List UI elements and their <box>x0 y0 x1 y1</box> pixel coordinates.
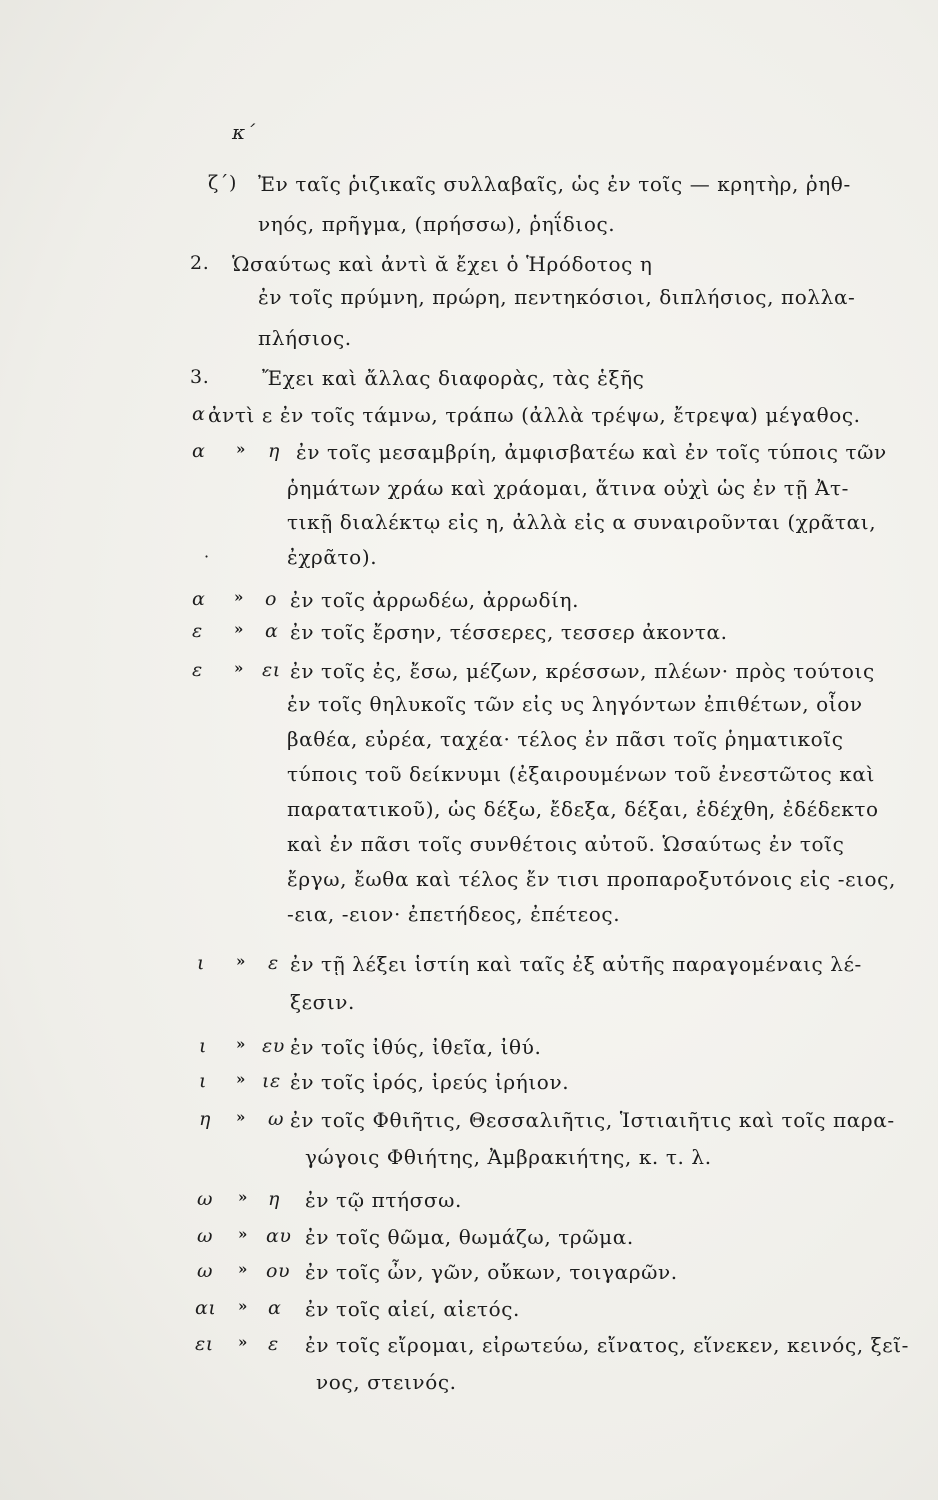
line-marker: α <box>192 588 206 610</box>
line-arrow: » <box>234 659 244 677</box>
line-text: τικῇ διαλέκτῳ εἰς η, ἀλλὰ εἰς α συναιροῦνται (χρᾶται, <box>287 510 877 534</box>
line-text: ἐν τῇ λέξει ἱστίη καὶ ταῖς ἐξ αὐτῆς παραγομέναις λέ- <box>290 952 862 976</box>
line-text: ἐν τοῖς θηλυκοῖς τῶν εἰς υς ληγόντων ἐπιθέτων, οἷον <box>287 692 863 716</box>
text-line <box>0 952 938 992</box>
line-marker: αι <box>195 1297 217 1319</box>
line-marker: ι <box>197 952 206 974</box>
text-line <box>0 990 938 1030</box>
line-text: ξεσιν. <box>290 990 355 1014</box>
text-line <box>0 1188 938 1228</box>
text-line <box>0 832 938 872</box>
line-text: ἐν τοῖς μεσαμβρίη, ἀμφισβατέω καὶ ἐν τοῖς τύποις τῶν <box>296 440 887 464</box>
text-line <box>0 366 938 406</box>
line-arrow: » <box>238 1297 248 1315</box>
text-line <box>0 510 938 550</box>
line-replacement: ει <box>262 659 281 681</box>
line-text: Ὡσαύτως καὶ ἀντὶ ᾰ ἔχει ὁ Ἡρόδοτος η <box>232 252 653 276</box>
line-arrow: » <box>234 620 244 638</box>
line-replacement: α <box>265 620 279 642</box>
line-marker: 2. <box>190 252 210 274</box>
line-text: ἐν τοῖς πρύμνη, πρώρη, πεντηκόσιοι, διπλήσιος, πολλα- <box>258 285 856 309</box>
line-text: ἐν τοῖς αἰεί, αἰετός. <box>305 1297 520 1321</box>
line-arrow: » <box>236 440 246 458</box>
line-text: ἐν τῷ πτήσσω. <box>305 1188 462 1212</box>
line-arrow: » <box>236 1035 246 1053</box>
text-line <box>0 545 938 585</box>
text-line <box>0 1333 938 1373</box>
line-text: ἀντὶ ε ἐν τοῖς τάμνω, τράπω (ἀλλὰ τρέψω, ἔτρεψα) μέγαθος. <box>208 403 861 427</box>
text-line <box>0 727 938 767</box>
text-line <box>0 1260 938 1300</box>
text-line <box>0 1070 938 1110</box>
line-marker: α <box>192 403 206 425</box>
line-text: ἐν τοῖς ἀρρωδέω, ἀρρωδίη. <box>290 588 580 612</box>
text-line <box>0 692 938 732</box>
line-text: ἐν τοῖς ὦν, γῶν, οὔκων, τοιγαρῶν. <box>305 1260 678 1284</box>
text-line <box>0 1225 938 1265</box>
text-line <box>0 902 938 942</box>
line-text: παρατατικοῦ), ὡς δέξω, ἔδεξα, δέξαι, ἐδέχθη, ἐδέδεκτο <box>287 797 879 821</box>
text-line <box>0 403 938 443</box>
line-text: ἐν τοῖς ἰθύς, ἰθεῖα, ἰθύ. <box>290 1035 542 1059</box>
line-replacement: α <box>268 1297 282 1319</box>
line-marker: ε <box>192 659 203 681</box>
line-replacement: η <box>268 1188 280 1210</box>
text-line <box>0 867 938 907</box>
line-replacement: ε <box>268 1333 279 1355</box>
line-text: ἐν τοῖς θῶμα, θωμάζω, τρῶμα. <box>305 1225 634 1249</box>
text-line <box>0 440 938 480</box>
line-text: ἐν τοῖς Φθιῆτις, Θεσσαλιῆτις, Ἱστιαιῆτις καὶ τοῖς παρα- <box>290 1108 895 1132</box>
line-marker: α <box>192 440 206 462</box>
line-text: ἐν τοῖς ἱρός, ἱρεύς ἱρήιον. <box>290 1070 570 1094</box>
line-replacement: ο <box>265 588 278 610</box>
line-replacement: ιε <box>262 1070 281 1092</box>
line-text: Ἔχει καὶ ἄλλας διαφορὰς, τὰς ἑξῆς <box>262 366 645 390</box>
text-line <box>0 285 938 325</box>
text-line <box>0 1035 938 1075</box>
line-marker: 3. <box>190 366 210 388</box>
line-marker: ζ΄) <box>208 172 238 194</box>
line-marker: ει <box>195 1333 214 1355</box>
line-text: πλήσιος. <box>258 326 352 350</box>
line-arrow: » <box>238 1260 248 1278</box>
margin-dot: · <box>204 547 210 566</box>
text-line <box>0 797 938 837</box>
line-text: βαθέα, εὐρέα, ταχέα· τέλος ἐν πᾶσι τοῖς ῥηματικοῖς <box>287 727 844 751</box>
text-line <box>0 762 938 802</box>
line-text: νος, στεινός. <box>316 1370 457 1394</box>
text-line <box>0 172 938 212</box>
text-line <box>0 1145 938 1185</box>
line-replacement: ου <box>266 1260 291 1282</box>
line-replacement: η <box>268 440 280 462</box>
text-line <box>0 1108 938 1148</box>
line-text: ἐν τοῖς ἔρσην, τέσσερες, τεσσερ ἀκοντα. <box>290 620 728 644</box>
text-line <box>0 620 938 660</box>
text-line <box>0 1297 938 1337</box>
text-line <box>0 326 938 366</box>
line-arrow: » <box>236 1070 246 1088</box>
line-arrow: » <box>238 1333 248 1351</box>
line-replacement: αυ <box>266 1225 292 1247</box>
line-text: -εια, -ειον· ἐπετήδεος, ἐπέτεος. <box>287 902 621 926</box>
line-marker: ε <box>192 620 203 642</box>
line-arrow: » <box>238 1188 248 1206</box>
line-arrow: » <box>236 1108 246 1126</box>
line-replacement: ευ <box>262 1035 285 1057</box>
text-line <box>0 212 938 252</box>
text-line <box>0 1370 938 1410</box>
line-arrow: » <box>236 952 246 970</box>
line-arrow: » <box>238 1225 248 1243</box>
line-text: Ἐν ταῖς ῥιζικαῖς συλλαβαῖς, ὡς ἐν τοῖς — κρητὴρ, ῥηθ- <box>258 172 851 196</box>
line-arrow: » <box>234 588 244 606</box>
line-text: ἐχρᾶτο). <box>287 545 378 569</box>
line-marker: ι <box>199 1035 208 1057</box>
line-marker: ω <box>197 1188 214 1210</box>
line-text: ῥημάτων χράω καὶ χράομαι, ἅτινα οὐχὶ ὡς ἐν τῇ Ἀτ- <box>287 476 850 500</box>
line-text: νηός, πρῆγμα, (πρήσσω), ῥηΐδιος. <box>258 212 616 236</box>
line-text: τύποις τοῦ δείκνυμι (ἐξαιρουμένων τοῦ ἐνεστῶτος καὶ <box>287 762 875 786</box>
line-text: γώγοις Φθιήτης, Ἀμβρακιήτης, κ. τ. λ. <box>305 1145 712 1169</box>
line-marker: ω <box>197 1260 214 1282</box>
line-text: καὶ ἐν πᾶσι τοῖς συνθέτοις αὐτοῦ. Ὡσαύτως ἐν τοῖς <box>287 832 845 856</box>
line-marker: ι <box>199 1070 208 1092</box>
page-number: κ΄ <box>232 120 256 144</box>
line-text: ἐν τοῖς ἐς, ἔσω, μέζων, κρέσσων, πλέων· πρὸς τούτοις <box>290 659 875 683</box>
line-text: ἐν τοῖς εἴρομαι, εἰρωτεύω, εἴνατος, εἵνεκεν, κεινός, ξεῖ- <box>305 1333 910 1357</box>
line-replacement: ω <box>268 1108 285 1130</box>
line-marker: ω <box>197 1225 214 1247</box>
line-marker: η <box>199 1108 211 1130</box>
line-replacement: ε <box>268 952 279 974</box>
line-text: ἔργω, ἔωθα καὶ τέλος ἔν τισι προπαροξυτόνοις εἰς -ειος, <box>287 867 896 891</box>
